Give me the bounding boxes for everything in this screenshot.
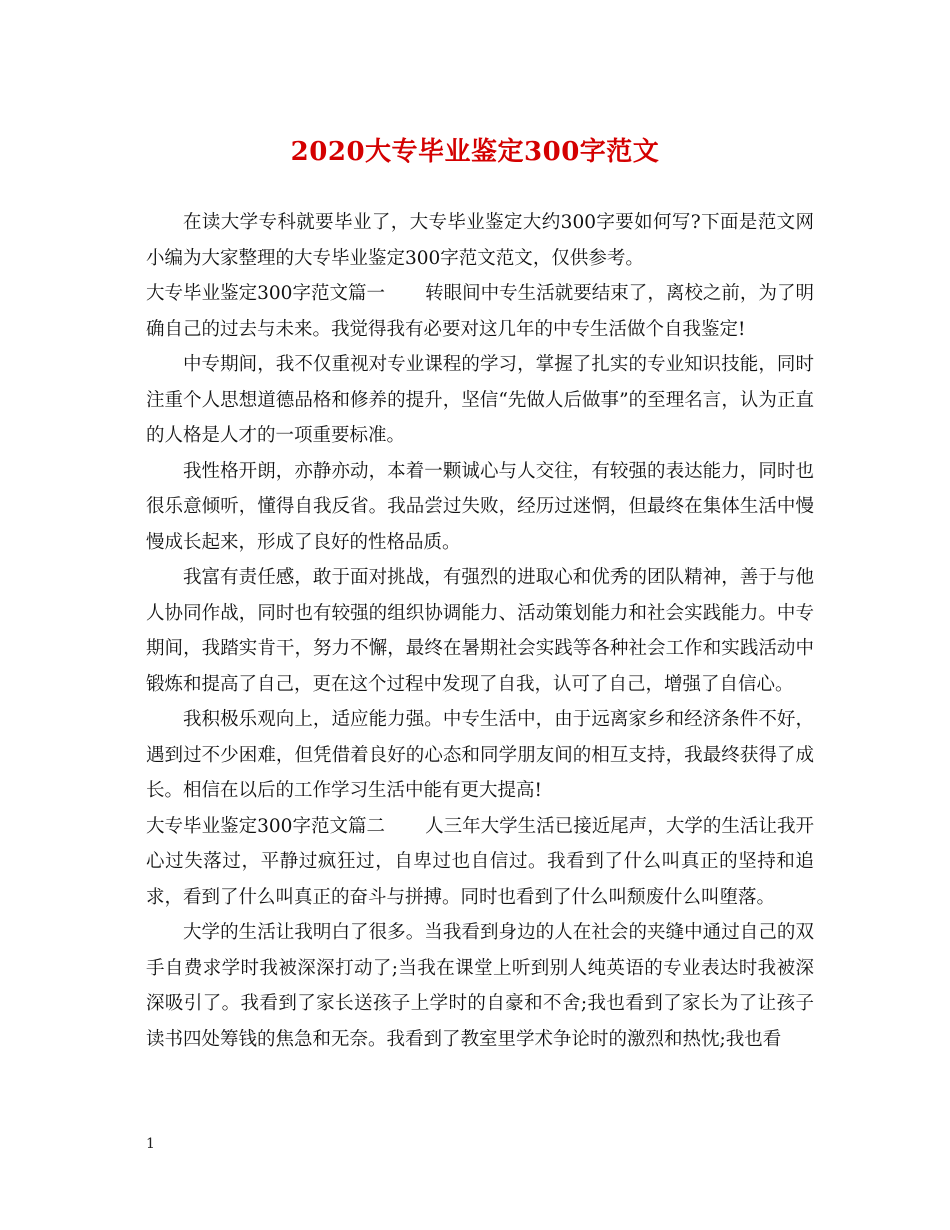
section-one-text: 转眼间中专生活就要结束了，离校之前，为了明确自己的过去与未来。我觉得我有必要对这几年的中专生活做个自我鉴定! (146, 283, 814, 340)
paragraph-section-one (146, 276, 814, 347)
paragraph-body: 中专期间，我不仅重视对专业课程的学习，掌握了扎实的专业知识技能，同时注重个人思想道德品格和修养的提升，坚信“先做人后做事”的至理名言，认为正直的人格是人才的一项重要标准。 (146, 354, 814, 446)
page-number: 1 (146, 1136, 155, 1152)
paragraph-body: 我积极乐观向上，适应能力强。中专生活中，由于远离家乡和经济条件不好，遇到过不少困难，但凭借着良好的心态和同学朋友间的相互支持，我最终获得了成长。相信在以后的工作学习生活中能有更大提高! (146, 709, 814, 801)
paragraph-body: 我性格开朗，亦静亦动，本着一颗诚心与人交往，有较强的表达能力，同时也很乐意倾听，懂得自我反省。我品尝过失败，经历过迷惘，但最终在集体生活中慢慢成长起来，形成了良好的性格品质。 (146, 460, 814, 553)
document-title: 2020大专毕业鉴定300字范文 (290, 137, 660, 167)
section-heading-one: 大专毕业鉴定300字范文篇一 (146, 283, 386, 304)
paragraph-intro: 在读大学专科就要毕业了，大专毕业鉴定大约300字要如何写?下面是范文网小编为大家整理的大专毕业鉴定300字范文范文，仅供参考。 (146, 212, 814, 269)
paragraph-body: 我富有责任感，敢于面对挑战，有强烈的进取心和优秀的团队精神，善于与他人协同作战，同时也有较强的组织协调能力、活动策划能力和社会实践能力。中专期间，我踏实肯干，努力不懈，最终在暑期社会实践等各种社会工作和实践活动中锻炼和提高了自己，更在这个过程中发现了自我，认可了自己，增强了自信心。 (146, 567, 814, 695)
paragraph-section-two (146, 809, 814, 916)
paragraph-body: 大学的生活让我明白了很多。当我看到身边的人在社会的夹缝中通过自己的双手自费求学时我被深深打动了;当我在课堂上听到别人纯英语的专业表达时我被深深吸引了。我看到了家长送孩子上学时的自豪和不舍;我也看到了家长为了让孩子读书四处筹钱的焦急和无奈。我看到了教室里学术争论时的激烈和热忱;我也看 (146, 922, 814, 1050)
section-two-text: 人三年大学生活已接近尾声，大学的生活让我开心过失落过，平静过疯狂过，自卑过也自信过。我看到了什么叫真正的坚持和追求，看到了什么叫真正的奋斗与拼搏。同时也看到了什么叫颓废什么叫堕落。 (146, 815, 814, 908)
section-heading-two: 大专毕业鉴定300字范文篇二 (146, 815, 386, 837)
document-body (146, 205, 814, 1057)
